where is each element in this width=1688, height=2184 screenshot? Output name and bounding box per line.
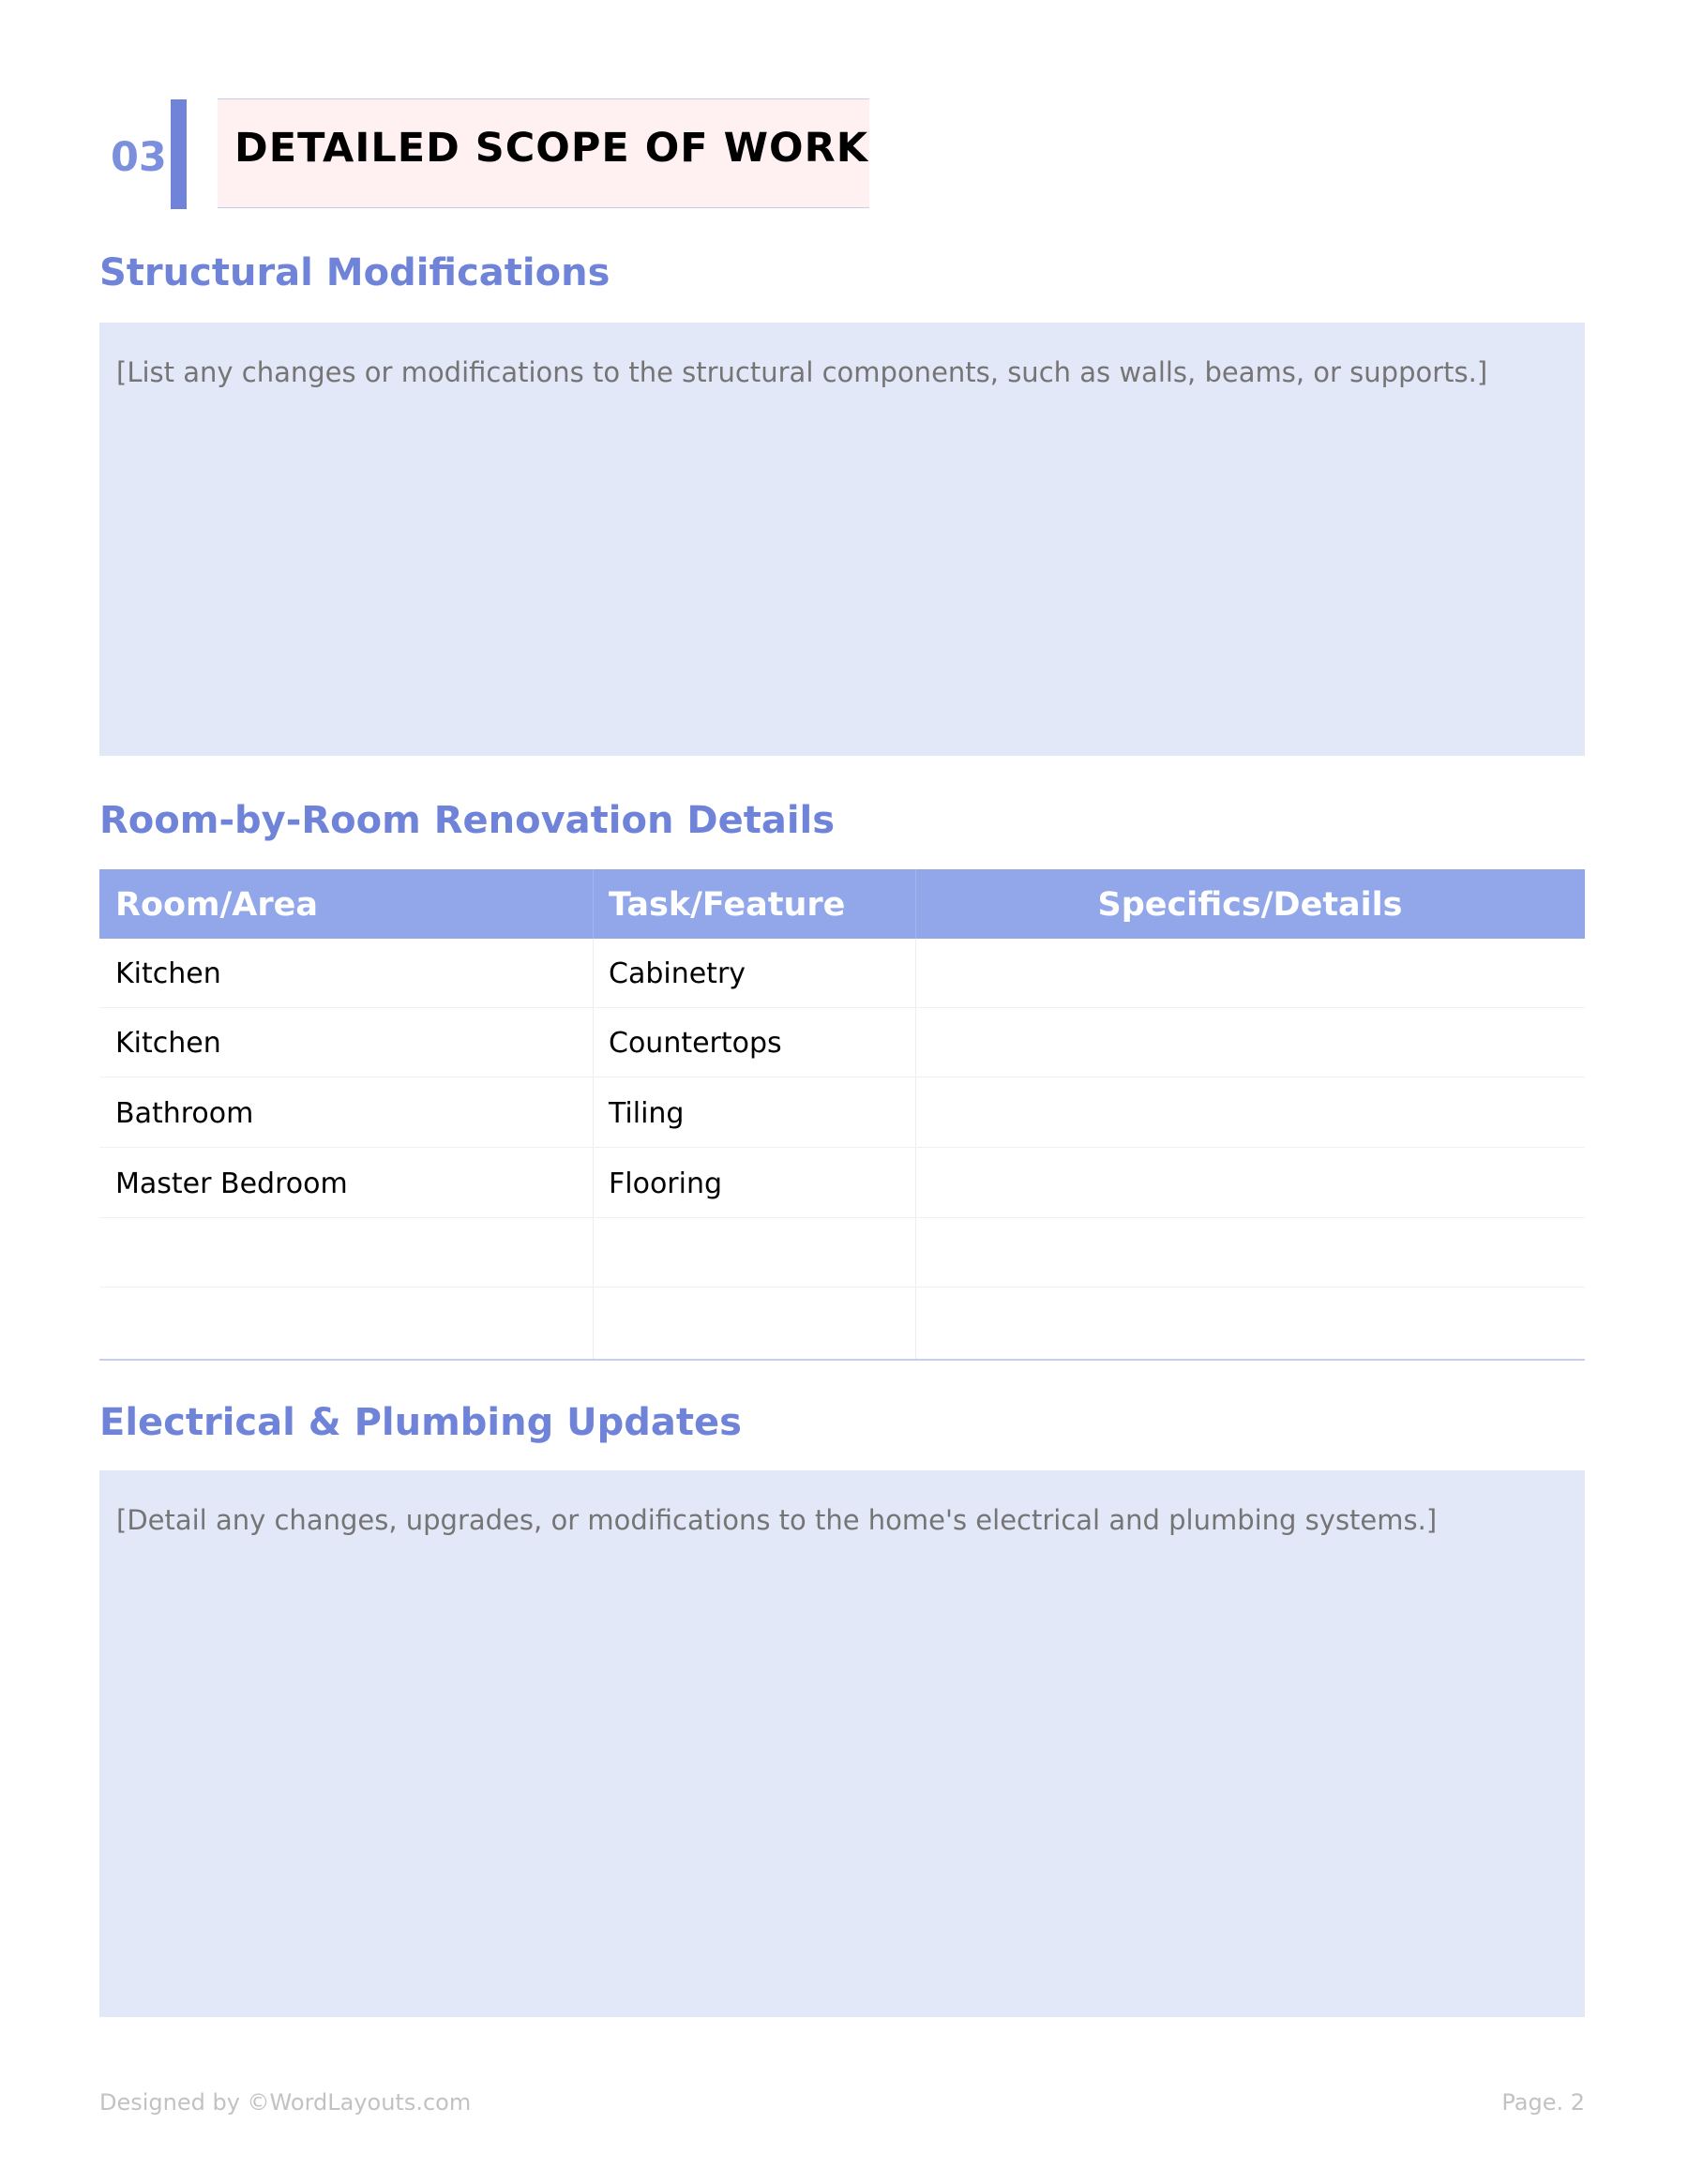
cell-room[interactable]: Kitchen (115, 957, 221, 990)
structural-placeholder: [List any changes or modifications to the structural components, such as walls, beams, or supports.] (116, 356, 1488, 388)
table-row (99, 1218, 1585, 1288)
footer-credit: Designed by ©WordLayouts.com (99, 2089, 472, 2116)
section-title-box (218, 98, 869, 208)
section-title: DETAILED SCOPE OF WORK (234, 125, 869, 172)
structural-text-box[interactable] (99, 323, 1585, 756)
column-divider (593, 869, 594, 939)
renovation-table (99, 869, 1585, 1361)
cell-task[interactable]: Cabinetry (609, 957, 746, 990)
page-number: Page. 2 (1501, 2089, 1585, 2116)
cell-task[interactable]: Countertops (609, 1027, 782, 1060)
electrical-text-box[interactable] (99, 1470, 1585, 2017)
column-header-spec: Specifics/Details (1097, 886, 1403, 924)
table-header (99, 869, 1585, 939)
column-header-room: Room/Area (115, 886, 318, 924)
cell-room[interactable]: Bathroom (115, 1097, 254, 1130)
cell-room[interactable]: Kitchen (115, 1027, 221, 1060)
electrical-heading: Electrical & Plumbing Updates (99, 1401, 742, 1444)
section-number: 03 (111, 134, 167, 181)
table-row (99, 939, 1585, 1008)
cell-task[interactable]: Flooring (609, 1167, 723, 1200)
cell-task[interactable]: Tiling (609, 1097, 685, 1130)
cell-room[interactable]: Master Bedroom (115, 1167, 348, 1200)
table-row (99, 1288, 1585, 1358)
table-row (99, 1149, 1585, 1218)
electrical-placeholder: [Detail any changes, upgrades, or modifications to the home's electrical and plumbing systems.] (116, 1504, 1438, 1536)
structural-heading: Structural Modifications (99, 251, 610, 294)
table-row (99, 1008, 1585, 1077)
column-divider (915, 869, 916, 939)
section-accent-bar (171, 99, 187, 209)
table-row (99, 1078, 1585, 1148)
column-header-task: Task/Feature (609, 886, 846, 924)
rooms-heading: Room-by-Room Renovation Details (99, 799, 836, 842)
table-body (99, 939, 1585, 1361)
